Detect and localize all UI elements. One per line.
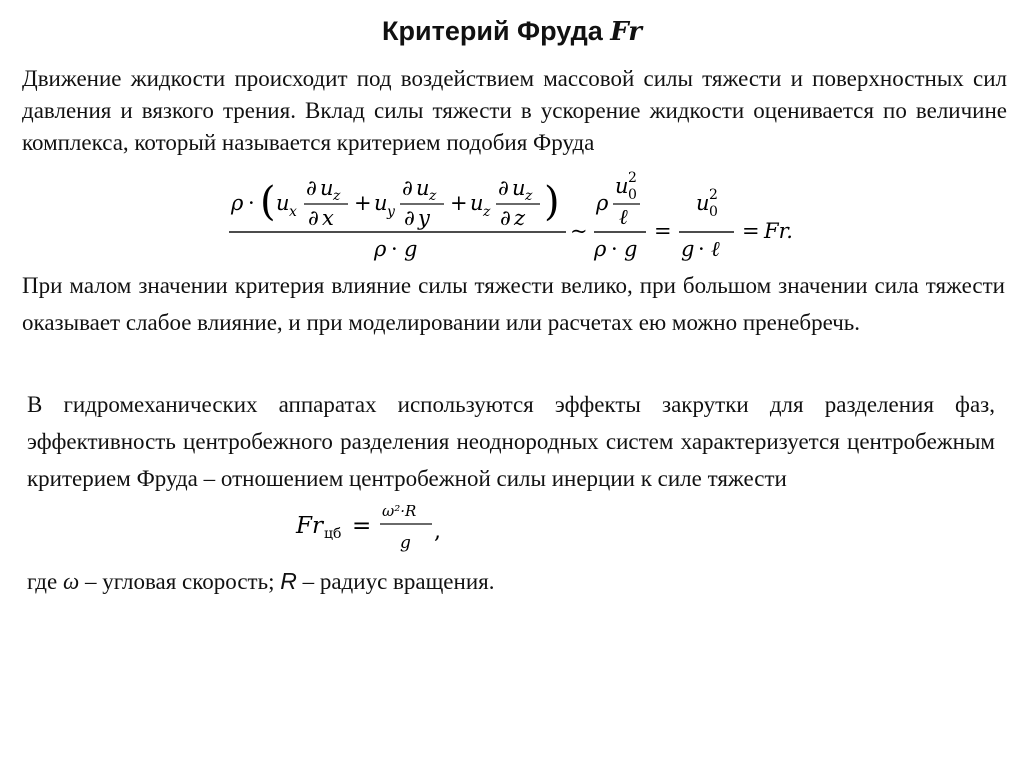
page-title — [0, 14, 1024, 49]
f1-uz-1: u — [320, 176, 334, 200]
f1-uz-1-sub: z — [333, 188, 341, 204]
f1-uz-3: u — [512, 176, 526, 200]
cf-equals: = — [352, 513, 372, 539]
cf-numerator: ω²·R — [382, 502, 417, 520]
f1-rparen: ) — [544, 179, 560, 225]
f1-tilde: ~ — [570, 219, 588, 243]
f1-x: x — [322, 206, 334, 230]
f1-den-g: g — [404, 237, 418, 261]
cf-lhs: Fr — [296, 513, 323, 539]
f1-partial-y: ∂ — [404, 206, 415, 230]
f1-equals-1: = — [654, 219, 672, 243]
f2-ell: ℓ — [619, 205, 628, 229]
f1-dot: · — [248, 191, 255, 215]
f2-u0: u — [615, 174, 629, 198]
f1-partial-uz-2: ∂ — [402, 176, 413, 200]
f1-lparen: ( — [260, 179, 276, 225]
f1-y: y — [418, 206, 430, 230]
f1-ux: u — [276, 191, 290, 215]
f2-den-dot: · — [611, 237, 618, 261]
f1-z: z — [514, 206, 526, 230]
footnote-definitions — [27, 566, 727, 597]
f3-den-g: g — [681, 237, 695, 261]
f1-partial-z: ∂ — [500, 206, 511, 230]
footnote-omega-desc: – угловая скорость; — [79, 569, 281, 594]
f1-den-dot: · — [391, 237, 398, 261]
f3-u0-sup: 2 — [709, 187, 718, 203]
froude-formula — [226, 168, 826, 264]
f2-u0-sup: 2 — [628, 170, 637, 186]
paragraph-criterion-influence: При малом значении критерия влияние силы тяжести велико, при большом значении сила тяжести оказывает слабое влияние, и при моделировании или расчетах ею можно пренебречь. — [22, 273, 1005, 335]
f1-uz-term: u — [470, 191, 484, 215]
f1-ux-sub: x — [289, 204, 297, 220]
f3-u0-sub: 0 — [709, 204, 718, 220]
f1-partial-uz-1: ∂ — [306, 176, 317, 200]
centrifugal-froude-formula — [292, 494, 462, 558]
cf-denominator: g — [400, 533, 411, 553]
f1-uz-term-sub: z — [483, 204, 491, 220]
footnote-r: R — [280, 568, 297, 594]
f3-den-ell: ℓ — [711, 237, 720, 261]
f1-uz-2: u — [416, 176, 430, 200]
footnote-r-desc: – радиус вращения. — [296, 569, 495, 594]
f2-den-rho: ρ — [594, 237, 607, 261]
title-symbol: Fr — [610, 17, 642, 47]
paragraph-centrifugal: В гидромеханических аппаратах используются эффекты закрутки для разделения фаз, эффективность центробежного разделения неоднородных систем характеризуется центробежным критерием Фруда – отношением центробежной силы инерции к силе тяжести — [27, 392, 995, 491]
f1-plus-2: + — [450, 191, 468, 215]
f1-equals-2: = — [742, 219, 760, 243]
f1-uy-sub: y — [387, 204, 395, 220]
f3-den-dot: · — [698, 237, 705, 261]
f1-uy: u — [374, 191, 388, 215]
f1-uz-2-sub: z — [429, 188, 437, 204]
footnote-prefix: где — [27, 569, 63, 594]
f1-partial-uz-3: ∂ — [498, 176, 509, 200]
f1-result: Fr. — [764, 219, 793, 243]
cf-lhs-sub: цб — [324, 526, 342, 542]
footnote-omega: ω — [62, 569, 80, 594]
f3-u0: u — [696, 191, 710, 215]
f1-rho: ρ — [231, 191, 244, 215]
f1-plus-1: + — [354, 191, 372, 215]
f2-rho: ρ — [596, 191, 609, 215]
paragraph-froude-intro: Движение жидкости происходит под воздействием массовой силы тяжести и поверхностных сил давления и вязкого трения. Вклад силы тяжести в ускорение жидкости оценивается по величине комплекса, который называется критерием подобия Фруда — [22, 66, 1007, 155]
title-text: Критерий Фруда — [382, 16, 603, 46]
f1-partial-x: ∂ — [308, 206, 319, 230]
f2-den-g: g — [624, 237, 638, 261]
cf-comma: , — [434, 519, 441, 544]
f1-den-rho: ρ — [374, 237, 387, 261]
f2-u0-sub: 0 — [628, 187, 637, 203]
f1-uz-3-sub: z — [525, 188, 533, 204]
